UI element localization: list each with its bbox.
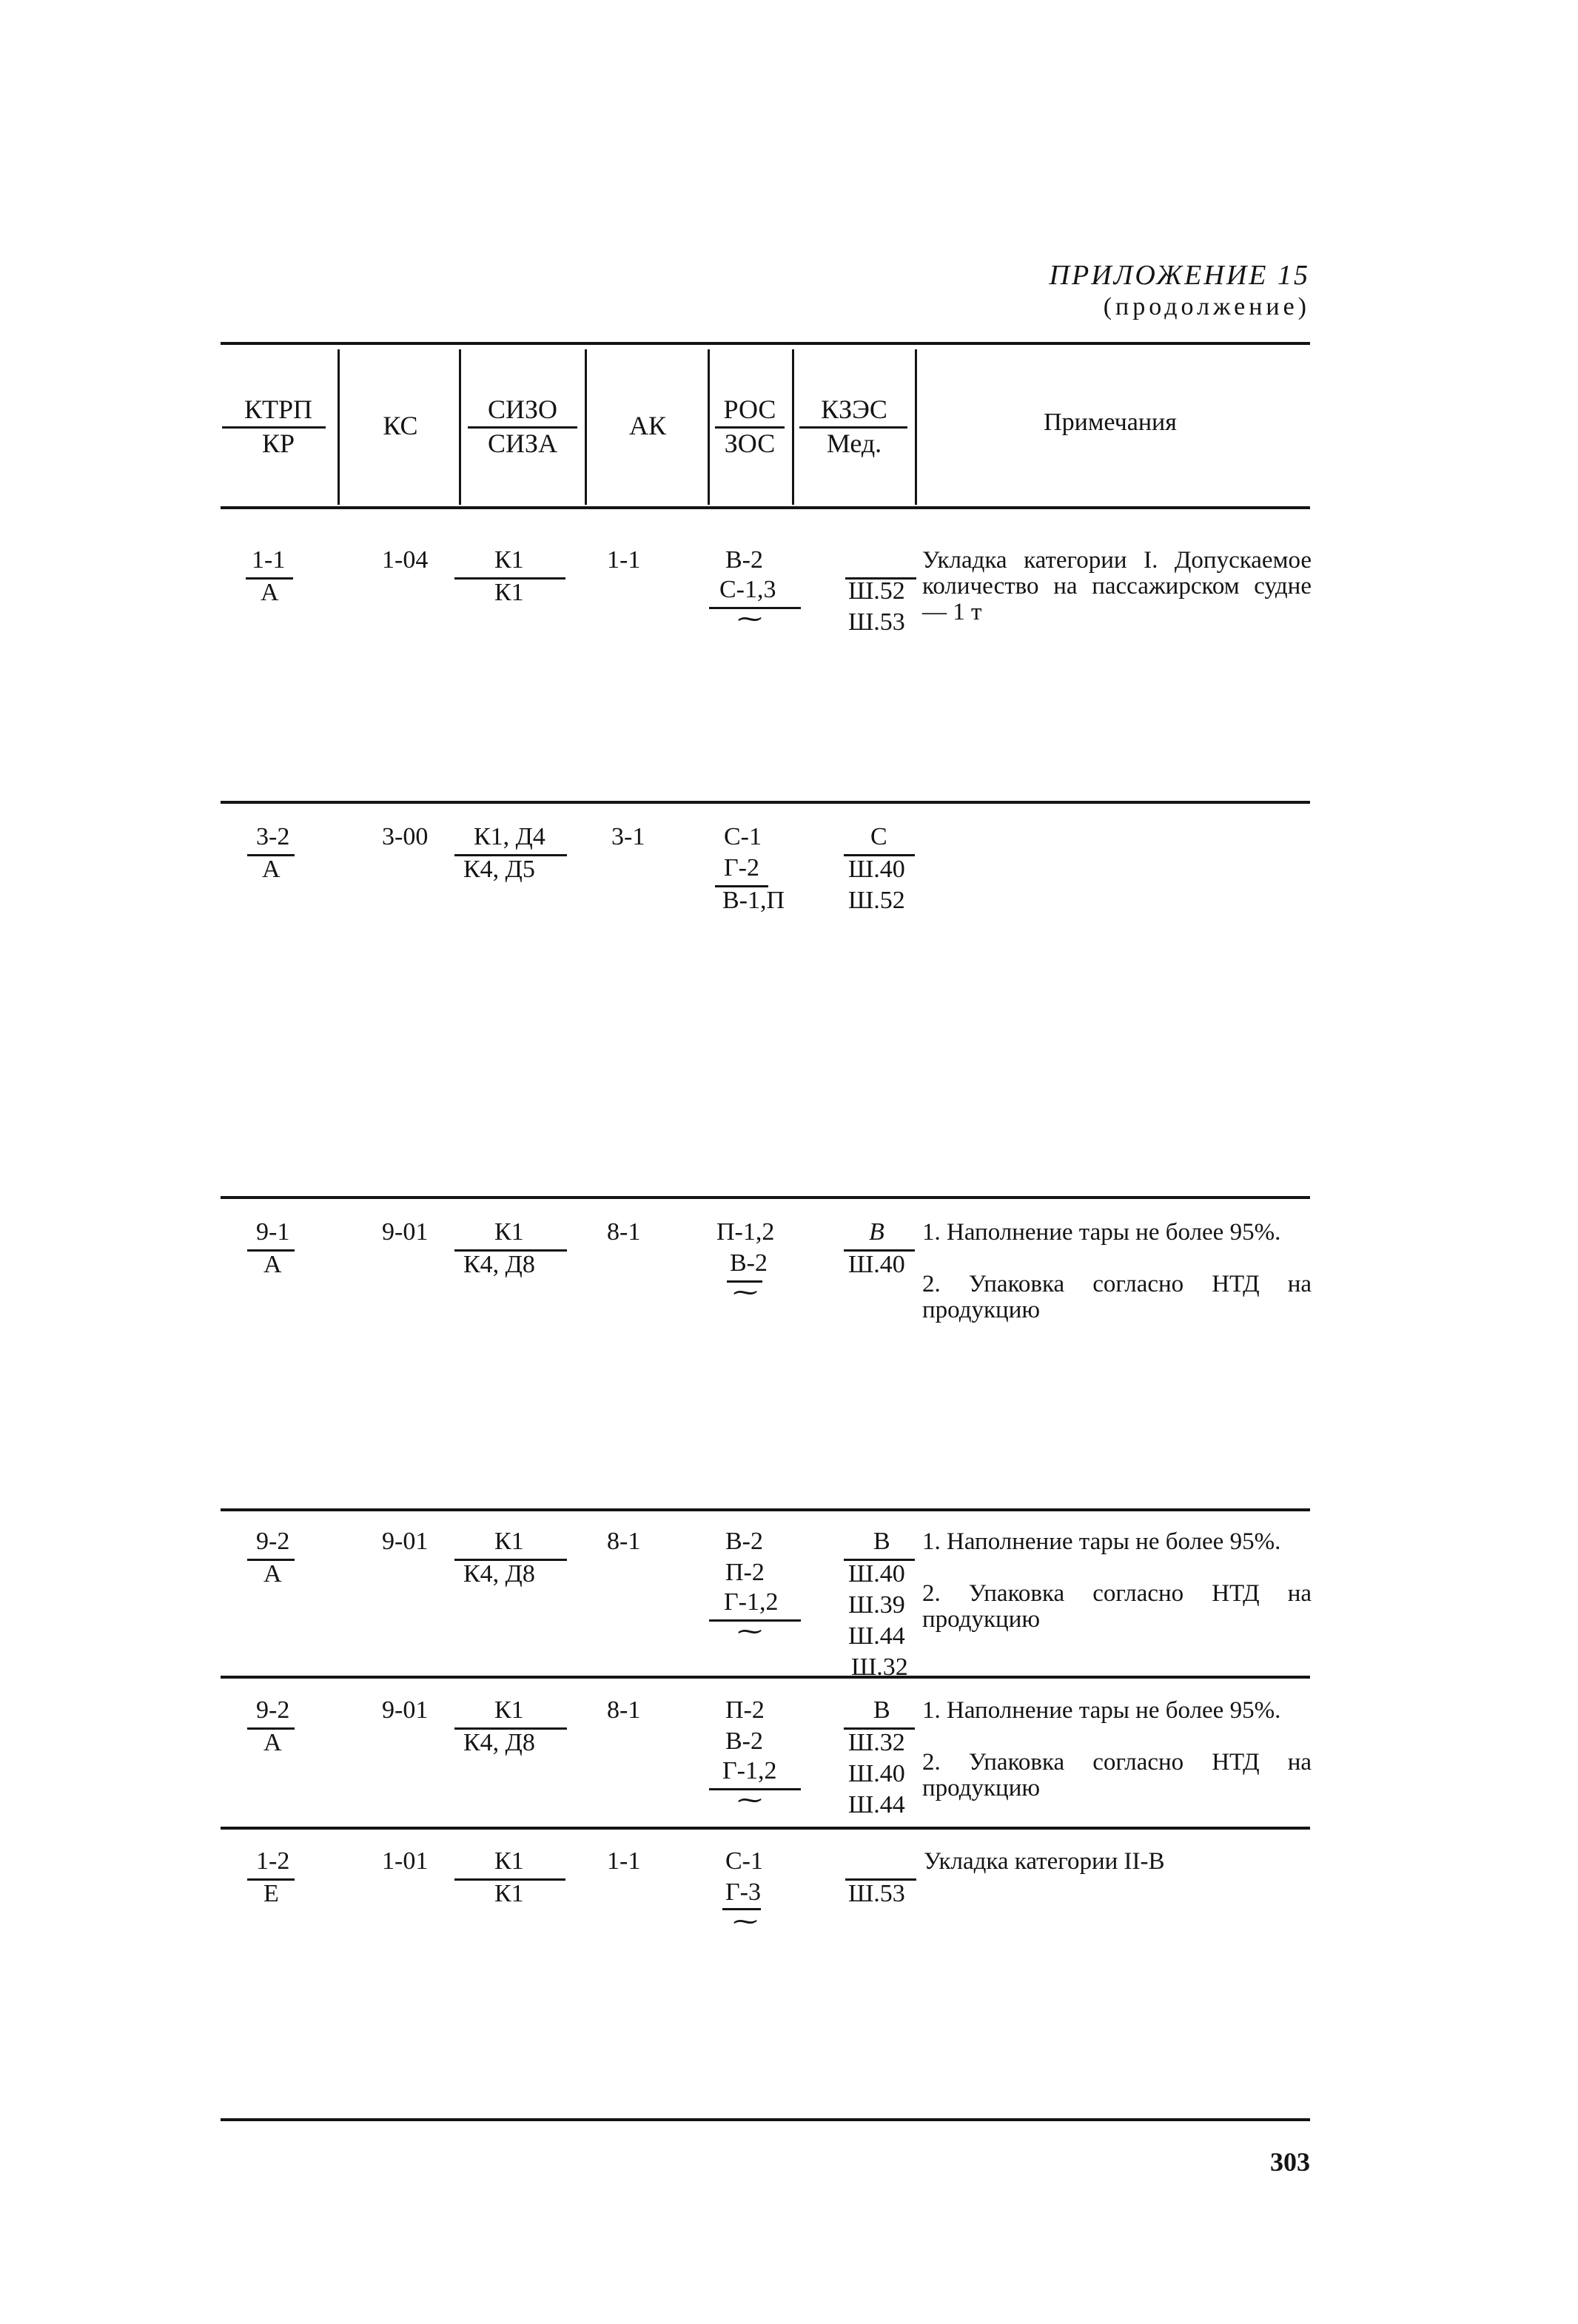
col-header-ks: КС: [383, 411, 418, 440]
tilde-mark: ⁓: [737, 605, 762, 633]
cell-ros: П-2: [725, 1559, 765, 1586]
cell-ktrp: 1-2: [256, 1847, 290, 1875]
col-header-zos: ЗОС: [724, 429, 776, 458]
cell-kr: А: [262, 856, 281, 883]
column-divider: [792, 349, 794, 505]
cell-kr: А: [263, 1729, 282, 1756]
col-header-siza: СИЗА: [487, 429, 558, 458]
cell-med: Ш.53: [848, 1880, 905, 1907]
cell-ktrp: 3-2: [256, 823, 290, 850]
column-divider: [459, 349, 461, 505]
col-header-ros: РОС: [723, 394, 776, 424]
cell-ks: 3-00: [382, 823, 429, 850]
cell-ak: 8-1: [607, 1528, 641, 1555]
col-header-kzes: КЗЭС: [821, 394, 887, 424]
cell-med: Ш.53: [848, 608, 905, 636]
col-header-ak: АК: [628, 411, 666, 440]
table-top-rule: [221, 342, 1310, 345]
cell-notes: 2. Упаковка согласно НТД на продукцию: [922, 1580, 1312, 1633]
cell-siza: К4, Д5: [463, 856, 535, 883]
col-header-sizo: СИЗО: [487, 394, 558, 424]
col-header-notes: Примечания: [1044, 409, 1177, 436]
cell-sizo: К1: [494, 1528, 524, 1555]
cell-sizo: К1: [494, 1847, 524, 1875]
cell-med: Ш.44: [848, 1622, 905, 1650]
cell-ros: В-2: [725, 1528, 763, 1555]
cell-ak: 8-1: [607, 1218, 641, 1246]
col-header-kr: КР: [261, 429, 295, 458]
cell-ros: С-1: [725, 1847, 763, 1875]
cell-ks: 9-01: [382, 1218, 429, 1246]
cell-kr: Е: [263, 1880, 279, 1907]
cell-ks: 9-01: [382, 1696, 429, 1724]
cell-notes: 2. Упаковка согласно НТД на продукцию: [922, 1749, 1312, 1801]
row-divider: [221, 1827, 1310, 1830]
tilde-mark: ⁓: [737, 1618, 762, 1645]
cell-kzes: В: [873, 1696, 890, 1724]
cell-siza: К4, Д8: [463, 1560, 535, 1588]
cell-med: Ш.52: [848, 887, 905, 914]
cell-ros: С-1: [724, 823, 762, 850]
row-divider: [221, 1196, 1310, 1199]
cell-sizo: К1, Д4: [474, 823, 545, 850]
column-divider: [915, 349, 917, 505]
column-divider: [585, 349, 587, 505]
cell-ros: В-2: [725, 546, 763, 574]
cell-siza: К4, Д8: [463, 1729, 535, 1756]
col-header-med: Мед.: [826, 429, 882, 458]
cell-ktrp: 9-2: [256, 1696, 290, 1724]
cell-med: Ш.52: [848, 577, 905, 605]
row-divider: [221, 1508, 1310, 1511]
cell-ktrp: 9-1: [256, 1218, 290, 1246]
tilde-mark: ⁓: [733, 1279, 758, 1306]
cell-sizo: К1: [494, 1218, 524, 1246]
cell-siza: К1: [494, 579, 524, 606]
cell-kzes: В: [873, 1528, 890, 1555]
cell-med: Ш.32: [851, 1653, 908, 1681]
cell-ktrp: 1-1: [252, 546, 286, 574]
cell-notes: 1. Наполнение тары не более 95%.: [922, 1697, 1281, 1724]
cell-ros: Г-2: [724, 854, 759, 881]
cell-med: Ш.40: [848, 1760, 905, 1787]
cell-med: Ш.40: [848, 856, 905, 883]
cell-notes: Укладка категории I. Допускаемое количество на пассажирском судне — 1 т: [922, 547, 1312, 625]
cell-ak: 3-1: [611, 823, 645, 850]
cell-med: Ш.40: [848, 1560, 905, 1588]
appendix-title: ПРИЛОЖЕНИЕ 15: [1049, 260, 1310, 291]
cell-notes: 1. Наполнение тары не более 95%.: [922, 1528, 1281, 1555]
cell-ros: В-2: [725, 1727, 763, 1755]
cell-ak: 1-1: [607, 546, 641, 574]
cell-med: Ш.44: [848, 1791, 905, 1818]
row-divider: [221, 801, 1310, 804]
cell-sizo: К1: [494, 546, 524, 574]
table-header-bottom-rule: [221, 506, 1310, 509]
cell-ros: Г-1,2: [722, 1757, 777, 1784]
cell-med: Ш.40: [848, 1251, 905, 1278]
appendix-subtitle: (продолжение): [1103, 293, 1310, 320]
cell-ks: 1-04: [382, 546, 429, 574]
cell-ros: П-1,2: [716, 1218, 775, 1246]
table-bottom-rule: [221, 2118, 1310, 2121]
cell-notes: 2. Упаковка согласно НТД на продукцию: [922, 1271, 1312, 1323]
cell-ks: 9-01: [382, 1528, 429, 1555]
cell-kr: А: [263, 1251, 282, 1278]
column-divider: [708, 349, 710, 505]
row-divider: [221, 1676, 1310, 1679]
cell-kzes: В: [869, 1218, 884, 1246]
cell-kr: А: [261, 579, 279, 606]
cell-ros: П-2: [725, 1696, 765, 1724]
cell-ros: В-2: [730, 1249, 768, 1277]
cell-ktrp: 9-2: [256, 1528, 290, 1555]
cell-ros: С-1,3: [719, 576, 776, 603]
cell-ak: 8-1: [607, 1696, 641, 1724]
tilde-mark: ⁓: [737, 1787, 762, 1814]
cell-med: Ш.32: [848, 1729, 905, 1756]
col-header-ktrp: КТРП: [244, 394, 313, 424]
cell-siza: К4, Д8: [463, 1251, 535, 1278]
cell-zos: В-1,П: [722, 887, 785, 914]
cell-ros: Г-1,2: [724, 1588, 779, 1616]
cell-notes: Укладка категории II-В: [924, 1848, 1165, 1875]
cell-kzes: С: [870, 823, 887, 850]
tilde-mark: ⁓: [733, 1908, 758, 1935]
cell-ak: 1-1: [607, 1847, 641, 1875]
cell-ros: Г-3: [725, 1878, 761, 1906]
column-divider: [338, 349, 340, 505]
cell-med: Ш.39: [848, 1591, 905, 1619]
cell-notes: 1. Наполнение тары не более 95%.: [922, 1219, 1281, 1246]
cell-ks: 1-01: [382, 1847, 429, 1875]
page-number: 303: [1270, 2147, 1310, 2177]
cell-siza: К1: [494, 1880, 524, 1907]
cell-sizo: К1: [494, 1696, 524, 1724]
cell-kr: А: [263, 1560, 282, 1588]
